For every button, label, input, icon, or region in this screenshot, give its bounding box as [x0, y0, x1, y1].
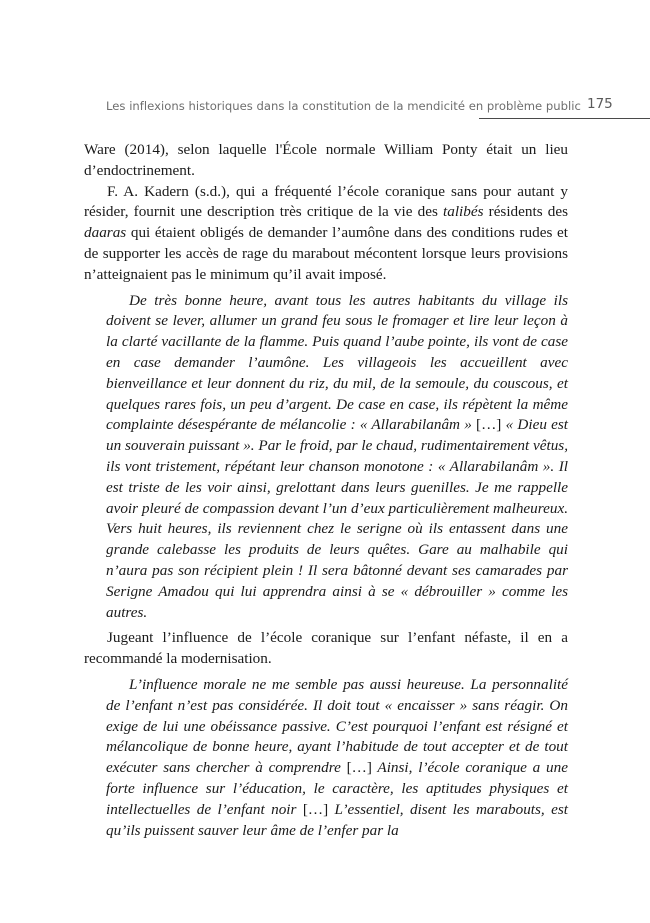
page-number: 175	[587, 96, 613, 112]
quote-2-text-a: L’influence morale ne me semble pas aussi heureuse. La personnalité de l’enfant n’est pas considérée. Il doit tout « encaisser » sans réagir. On exige de lui une obéissance passive. C’est pourquoi l’enfant est résigné et mélancolique de bonne heure, ayant l’habitude de tout accepter et de tout exécuter sans chercher à comprendre	[106, 675, 568, 777]
block-quote-2	[106, 675, 568, 841]
paragraph-3: Jugeant l’influence de l’école coranique sur l’enfant néfaste, il en a recommandé la modernisation.	[84, 629, 568, 668]
block-quote-1	[106, 291, 568, 624]
quote-1-text-a: De très bonne heure, avant tous les autres habitants du village ils doivent se lever, allumer un grand feu sous le fromager et lire leur leçon à la clarté vacillante de la flamme. Puis quand l’aube pointe, ils vont de case en case demander l’aumône. Les villageois les accueillent avec bienveillance et leur donnent du riz, du mil, de la semoule, du couscous, et quelques rares fois, un peu d’argent. De case en case, ils répètent la même complainte désespérante de mélancolie : « Allarabilanâm »	[106, 291, 568, 434]
paragraph-2-text-c: qui étaient obligés de demander l’aumône dans des conditions rudes et de supporter les accès de rage du marabout mécontent lorsque leurs provisions n’atteignaient pas le minimum qu’il avait imposé.	[84, 224, 568, 283]
term-talibes: talibés	[443, 203, 484, 221]
paragraph-2-text-b: résidents des	[483, 203, 568, 221]
quote-2-text-c: L’essentiel, disent les marabouts, est qu’ils puissent sauver leur âme de l’enfer par la	[106, 800, 568, 839]
paragraph-2-text-a: F. A. Kadern (s.d.), qui a fréquenté l’école coranique sans pour autant y résider, fournit une description très critique de la vie des	[84, 182, 568, 221]
quote-2-text-b: Ainsi, l’école coranique a une forte influence sur l’éducation, le caractère, les aptitudes physiques et intellectuelles de l’enfant noir	[106, 759, 568, 818]
page-header	[106, 96, 650, 118]
paragraph-2	[84, 182, 568, 286]
quote-2-ellipsis-1: […]	[346, 759, 372, 777]
quote-1-ellipsis: […]	[476, 416, 502, 434]
quote-2-ellipsis-2: […]	[302, 800, 329, 818]
header-rule	[479, 118, 650, 119]
paragraph-1: Ware (2014), selon laquelle l'École normale William Ponty était un lieu d’endoctrinement.	[84, 141, 568, 179]
term-daaras: daaras	[84, 224, 127, 242]
quote-1-text-b: « Dieu est un souverain puissant ». Par le froid, par le chaud, rudimentairement vêtus, ils vont tristement, répétant leur chanson monotone : « Allarabilanâm ». Il est triste de les voir ainsi, grelottant dans leurs guenilles. Je me rappelle avoir pleuré de compassion devant l’un d’eux particulièrement malheureux. Vers huit heures, ils reviennent chez le serigne où ils entassent dans une grande calebasse les produits de leurs quêtes. Gare au malhabile qui n’aura pas son récipient plein ! Il sera bâtonné devant ses camarades par Serigne Amadou qui lui apprendra ainsi à se « débrouiller » comme les autres.	[106, 416, 568, 621]
body-text	[84, 140, 568, 846]
running-title: Les inflexions historiques dans la constitution de la mendicité en problème public	[106, 99, 581, 113]
